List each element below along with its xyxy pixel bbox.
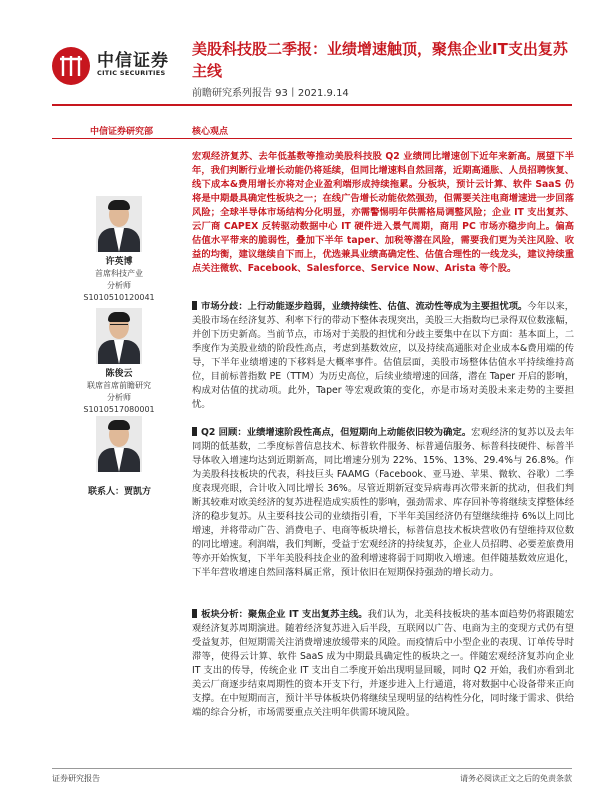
- bullet-icon: [192, 301, 197, 310]
- bullet-icon: [192, 427, 197, 436]
- report-subtitle: 前瞻研究系列报告 93丨2021.9.14: [192, 88, 349, 99]
- analyst-photo: [96, 308, 142, 364]
- analyst-id: S1010517080001: [83, 405, 155, 414]
- analyst-photo: [96, 196, 142, 252]
- logo-chinese: 中信证券: [97, 51, 169, 71]
- analyst-name: 陈俊云: [105, 369, 133, 379]
- paragraph-lead: 板块分析：聚焦企业 IT 支出复苏主线。: [201, 609, 368, 620]
- company-logo: [52, 44, 177, 88]
- sidebar-heading: 中信证券研究部: [90, 127, 154, 137]
- report-title: 美股科技股二季报：业绩增速触顶，聚焦企业IT支出复苏主线: [192, 40, 568, 80]
- footer-disclaimer: 请务必阅读正文之后的免责条款: [460, 774, 572, 783]
- analysis-paragraph: [192, 300, 574, 412]
- analyst-card: [60, 196, 178, 304]
- header-divider: [52, 104, 572, 106]
- paragraph-body: 我们认为，北美科技板块的基本面趋势仍将跟随宏观经济复苏周期演进。随着经济复苏进入后半段，互联网以广告、电商为主的变现方式仍有望受益复苏，但短期需关注消费增速放缓带来的风险。而疫情后中小型企业的表现、订单传导时滞等，使得云计算、软件 SaaS 成为中期最具确定性的板块之一。伴随宏观经济复苏向企业 IT 支出的传导，传统企业 IT 支出自二季度开始出现明显回暖，同时 Q2 开始，我们亦看到北美云厂商逐步结束周期性的资本开支下行，并逐步进入上行通道，将对数据中心设备带来正向支撑。在中短期而言，预计半导体板块仍将继续呈现明显的结构性分化，同时缘于需求、供给端的综合分析，市场需要重点关注明年供需环境风险。: [192, 609, 574, 718]
- analyst-role: 首席科技产业: [95, 269, 143, 278]
- main-heading: 核心观点: [192, 127, 229, 137]
- paragraph-body: 今年以来，美股市场在经济复苏、利率下行的带动下整体表现突出，美股三大指数均已录得双位数涨幅，并创下历史新高。当前节点，市场对于美股的担忧和分歧主要集中在以下方面：基本面上，二季度作为美股业绩的阶段性高点，考虑到基数效应，以及持续高通胀对企业成本&费用端的传导，下半年业绩增速的下移料是大概率事件。估值层面，美股市场整体估值水平持续维持高位，目前标普指数 PE（TTM）为历史高位，后续业绩增速的回落，潜在 Taper 开启的影响，构成对估值的扰动项。此外，Taper 等宏观政策的变化，亦是市场对美股未来走势的主要担忧。: [192, 301, 574, 410]
- paragraph-lead: 市场分歧：上行动能逐步趋弱，业绩持续性、估值、流动性等成为主要担忧项。: [201, 301, 528, 312]
- analyst-role-2: 分析师: [107, 393, 131, 402]
- footer-divider: [52, 768, 572, 769]
- analysis-paragraph: [192, 426, 574, 580]
- bullet-icon: [192, 609, 197, 618]
- logo-english: CITIC SECURITIES: [97, 69, 166, 77]
- footer-label: 证券研究报告: [52, 774, 100, 783]
- citic-logo-icon: [52, 47, 90, 85]
- analyst-role-2: 分析师: [107, 281, 131, 290]
- core-summary: 宏观经济复苏、去年低基数等推动美股科技股 Q2 业绩同比增速创下近年来新高。展望下半年，我们判断行业增长动能仍将延续，但同比增速料自然回落，近期高通胀、人员招聘恢复、线下成本&费用增长亦将对企业盈利端形成持续拖累。分板块，预计云计算、软件 SaaS 仍将是中期最具确定性板块之一；在线广告增长动能依然强劲，但需要关注电商增速进一步回落风险；全球半导体市场结构分化明显，亦需警惕明年供需格局调整风险；企业 IT 支出复苏、云厂商 CAPEX 反转驱动数据中心 IT 硬件进入景气周期，商用 PC 市场亦稳步向上。偏高估值水平带来的脆弱性，叠加下半年 taper、加税等潜在风险，需要我们更为关注风险、收益的均衡，建议继续自下而上，优选兼具业绩高确定性、估值合理性的一线龙头，建议持续重点关注微软、Facebook、Salesforce、Service Now、Arista 等个股。: [192, 151, 574, 274]
- contact-person: 联系人：贾凯方: [88, 487, 152, 497]
- paragraph-lead: Q2 回顾：业绩增速阶段性高点，但短期向上动能依旧较为确定。: [201, 427, 472, 438]
- analyst-card: [60, 308, 178, 416]
- contact-photo: [96, 416, 142, 472]
- analyst-name: 许英博: [105, 257, 133, 267]
- section-divider: [52, 138, 572, 139]
- analysis-paragraph: [192, 608, 574, 720]
- analyst-id: S1010510120041: [83, 293, 155, 302]
- contact-card: [60, 416, 178, 472]
- paragraph-body: 宏观经济的复苏以及去年同期的低基数，二季度标普信息技术、标普软件服务、标普通信服务、标普科技硬件、标普半导体收入增速均达到近期新高，同比增速分别为 22%、15%、13%、29.4%与 26.8%。作为美股科技板块的代表，科技巨头 FAAMG（Facebook、亚马逊、苹果、微软、谷歌）二季度表现亮眼，合计收入同比增长 36%。尽管近期新冠变异病毒再次带来新的扰动，但我们判断其较难对欧美经济的复苏进程造成实质性的影响，强劲需求、库存回补等将继续支撑整体经济的稳步复苏。从主要科技公司的业绩指引看，下半年美国经济仍有望继续维持 6%以上同比增速，并将带动广告、消费电子、电商等板块增长，标普信息技术板块营收仍有望维持双位数的同比增速。利润端，我们判断，受益于宏观经济的持续复苏，企业人员招聘、必要差旅费用等亦开始恢复，下半年美股科技企业的盈利增速将弱于同期收入增速。但伴随基数效应退化，下半年营收增速自然回落料属正常，预计依旧在短期保持强劲的增长动力。: [192, 427, 574, 578]
- analyst-role: 联席首席前瞻研究: [87, 381, 151, 390]
